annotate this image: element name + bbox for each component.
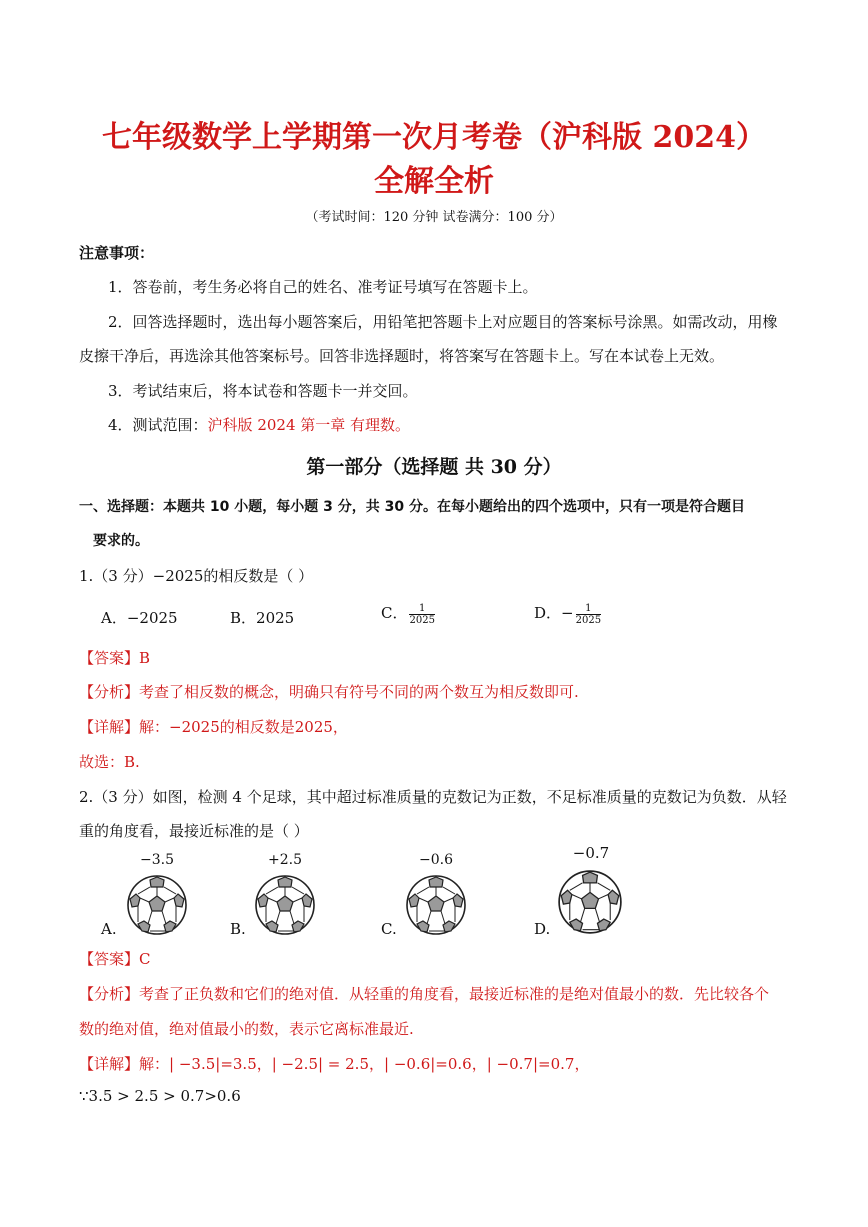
part-intro-line-2: 要求的。: [93, 533, 149, 549]
q2-detail: 【详解】解：| −3.5|=3.5，| −2.5| = 2.5，| −0.6|=0.6，| −0.7|=0.7，: [79, 1055, 590, 1073]
q2-analysis-line-2: 数的绝对值，绝对值最小的数，表示它离标准最近.: [79, 1020, 414, 1038]
q1-option-c: C． $\frac{1}{2025}$: [381, 602, 435, 626]
part-intro-line-1: 一、选择题：本题共 10 小题，每小题 3 分，共 30 分。在每小题给出的四个选项中，只有一项是符合题目: [79, 499, 745, 515]
ball-c-value: −0.6: [419, 852, 453, 868]
ball-a-value: −3.5: [140, 852, 174, 868]
q2-answer: 【答案】C: [79, 950, 151, 968]
q1-analysis: 【分析】考查了相反数的概念，明确只有符号不同的两个数互为相反数即可.: [79, 683, 579, 701]
page-title: 七年级数学上学期第一次月考卷（沪科版 2024）: [102, 120, 766, 155]
fraction: $\frac{1}{2025}$: [409, 602, 435, 626]
ball-d-label: D.: [534, 920, 551, 938]
q2-stem-line-1: 2.（3 分）如图，检测 4 个足球，其中超过标准质量的克数记为正数，不足标准质量的克数记为负数．从轻: [79, 788, 787, 806]
q2-comparison: ∵3.5 > 2.5 > 0.7>0.6: [79, 1087, 241, 1105]
ball-b-value: +2.5: [268, 852, 302, 868]
q1-option-b: B．2025: [230, 609, 295, 627]
q1-answer: 【答案】B: [79, 649, 151, 667]
note-1: 1．答卷前，考生务必将自己的姓名、准考证号填写在答题卡上。: [108, 278, 538, 296]
note-2-line-1: 2．回答选择题时，选出每小题答案后，用铅笔把答题卡上对应题目的答案标号涂黑。如需改动，用橡: [108, 313, 778, 331]
page-subtitle-title: 全解全析: [374, 164, 494, 199]
test-range: 沪科版 2024 第一章 有理数。: [207, 416, 411, 434]
ball-a-label: A.: [101, 920, 117, 938]
ball-c-label: C.: [381, 920, 397, 938]
q1-choice: 故选：B.: [79, 753, 140, 771]
soccer-ball-icon: [557, 869, 623, 935]
q1-option-d: D．− $\frac{1}{2025}$: [534, 602, 602, 626]
q1-option-a: A．−2025: [101, 609, 178, 627]
note-4: 4．测试范围：沪科版 2024 第一章 有理数。: [108, 416, 411, 434]
soccer-ball-icon: [405, 874, 467, 936]
q2-analysis-line-1: 【分析】考查了正负数和它们的绝对值．从轻重的角度看，最接近标准的是绝对值最小的数．先比较各个: [79, 985, 770, 1003]
ball-d-value: −0.7: [572, 844, 610, 862]
q2-stem-line-2: 重的角度看，最接近标准的是（ ）: [79, 822, 309, 840]
soccer-ball-icon: [126, 874, 188, 936]
q1-detail: 【详解】解：−2025的相反数是2025，: [79, 718, 348, 736]
soccer-ball-icon: [254, 874, 316, 936]
q1-stem: 1.（3 分）−2025的相反数是（ ）: [79, 567, 314, 585]
exam-info: （考试时间：120 分钟 试卷满分：100 分）: [305, 210, 563, 225]
note-3: 3．考试结束后，将本试卷和答题卡一并交回。: [108, 382, 418, 400]
note-2-line-2: 皮擦干净后，再选涂其他答案标号。回答非选择题时，将答案写在答题卡上。写在本试卷上无效。: [79, 347, 725, 365]
fraction: $\frac{1}{2025}$: [575, 602, 602, 626]
section-title: 第一部分（选择题 共 30 分）: [306, 456, 562, 478]
ball-b-label: B.: [230, 920, 246, 938]
notes-heading: 注意事项：: [79, 244, 155, 262]
